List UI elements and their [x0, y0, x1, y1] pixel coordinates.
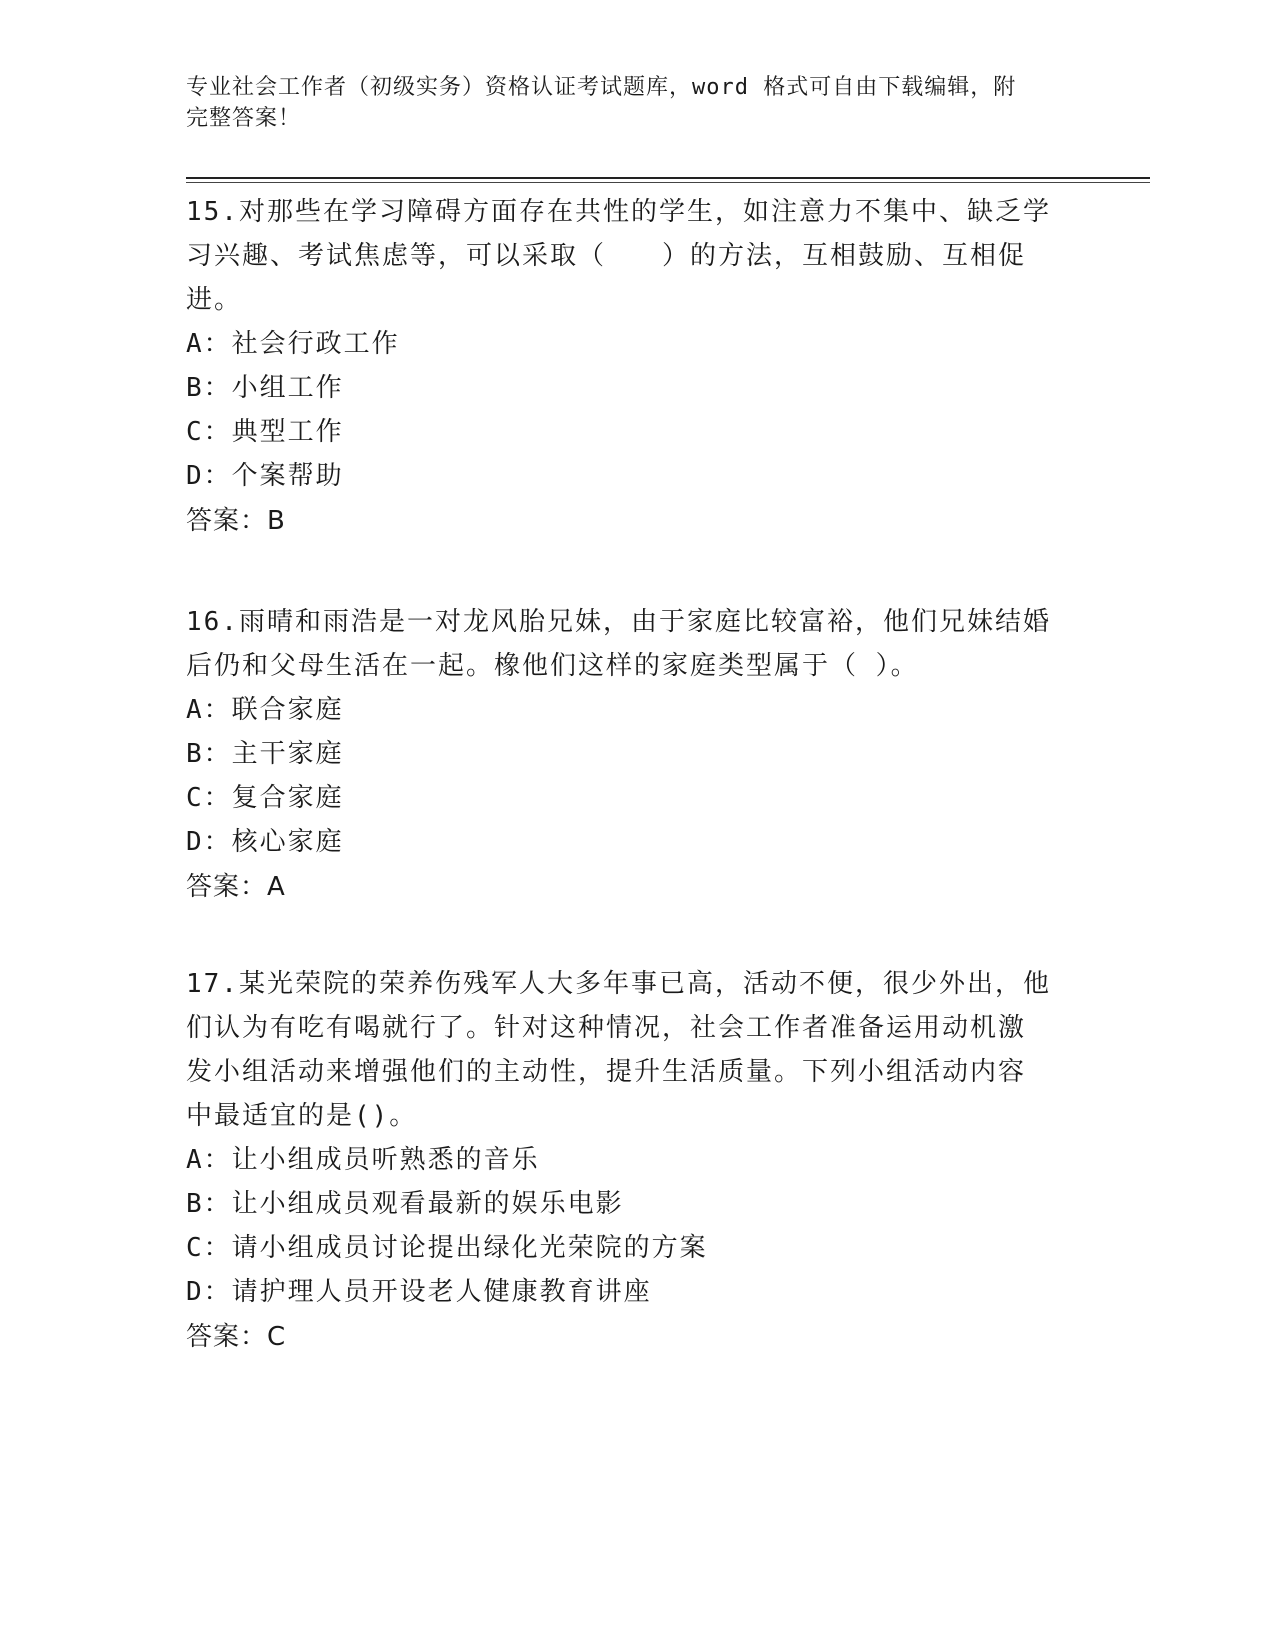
option-a: A：让小组成员听熟悉的音乐	[186, 1145, 540, 1175]
question-stem-line: 进。	[186, 285, 243, 315]
option-b: B：让小组成员观看最新的娱乐电影	[186, 1189, 624, 1219]
option-c: C：请小组成员讨论提出绿化光荣院的方案	[186, 1233, 708, 1263]
option-c: C：典型工作	[186, 417, 344, 447]
option-b: B：小组工作	[186, 373, 344, 403]
question-stem-line: 发小组活动来增强他们的主动性，提升生活质量。下列小组活动内容	[186, 1057, 1027, 1087]
question-16	[186, 600, 1086, 910]
header-line: 专业社会工作者（初级实务）资格认证考试题库，word 格式可自由下载编辑，附	[186, 75, 1017, 100]
answer-line: 答案：B	[186, 506, 286, 536]
question-stem-line: 16.雨晴和雨浩是一对龙风胎兄妹，由于家庭比较富裕，他们兄妹结婚	[186, 607, 1051, 637]
header-line: 完整答案！	[186, 106, 302, 131]
question-15	[186, 190, 1086, 544]
option-d: D：请护理人员开设老人健康教育讲座	[186, 1277, 652, 1307]
answer-line: 答案：C	[186, 1322, 287, 1352]
question-stem-line: 17.某光荣院的荣养伤残军人大多年事已高，活动不便，很少外出，他	[186, 969, 1051, 999]
header-divider-thick	[186, 177, 1150, 179]
option-b: B：主干家庭	[186, 739, 344, 769]
option-d: D：个案帮助	[186, 461, 344, 491]
option-c: C：复合家庭	[186, 783, 344, 813]
question-stem-line: 中最适宜的是()。	[186, 1101, 418, 1131]
option-d: D：核心家庭	[186, 827, 344, 857]
question-stem-line: 习兴趣、考试焦虑等，可以采取（ ）的方法，互相鼓励、互相促	[186, 241, 1027, 271]
question-stem-line: 15.对那些在学习障碍方面存在共性的学生，如注意力不集中、缺乏学	[186, 197, 1051, 227]
option-a: A：社会行政工作	[186, 329, 400, 359]
question-17	[186, 962, 1086, 1360]
option-a: A：联合家庭	[186, 695, 344, 725]
header-divider-thin	[186, 182, 1150, 183]
document-header	[186, 72, 1076, 134]
answer-line: 答案：A	[186, 872, 286, 902]
question-stem-line: 后仍和父母生活在一起。橡他们这样的家庭类型属于（ ）。	[186, 651, 919, 681]
question-stem-line: 们认为有吃有喝就行了。针对这种情况，社会工作者准备运用动机激	[186, 1013, 1027, 1043]
